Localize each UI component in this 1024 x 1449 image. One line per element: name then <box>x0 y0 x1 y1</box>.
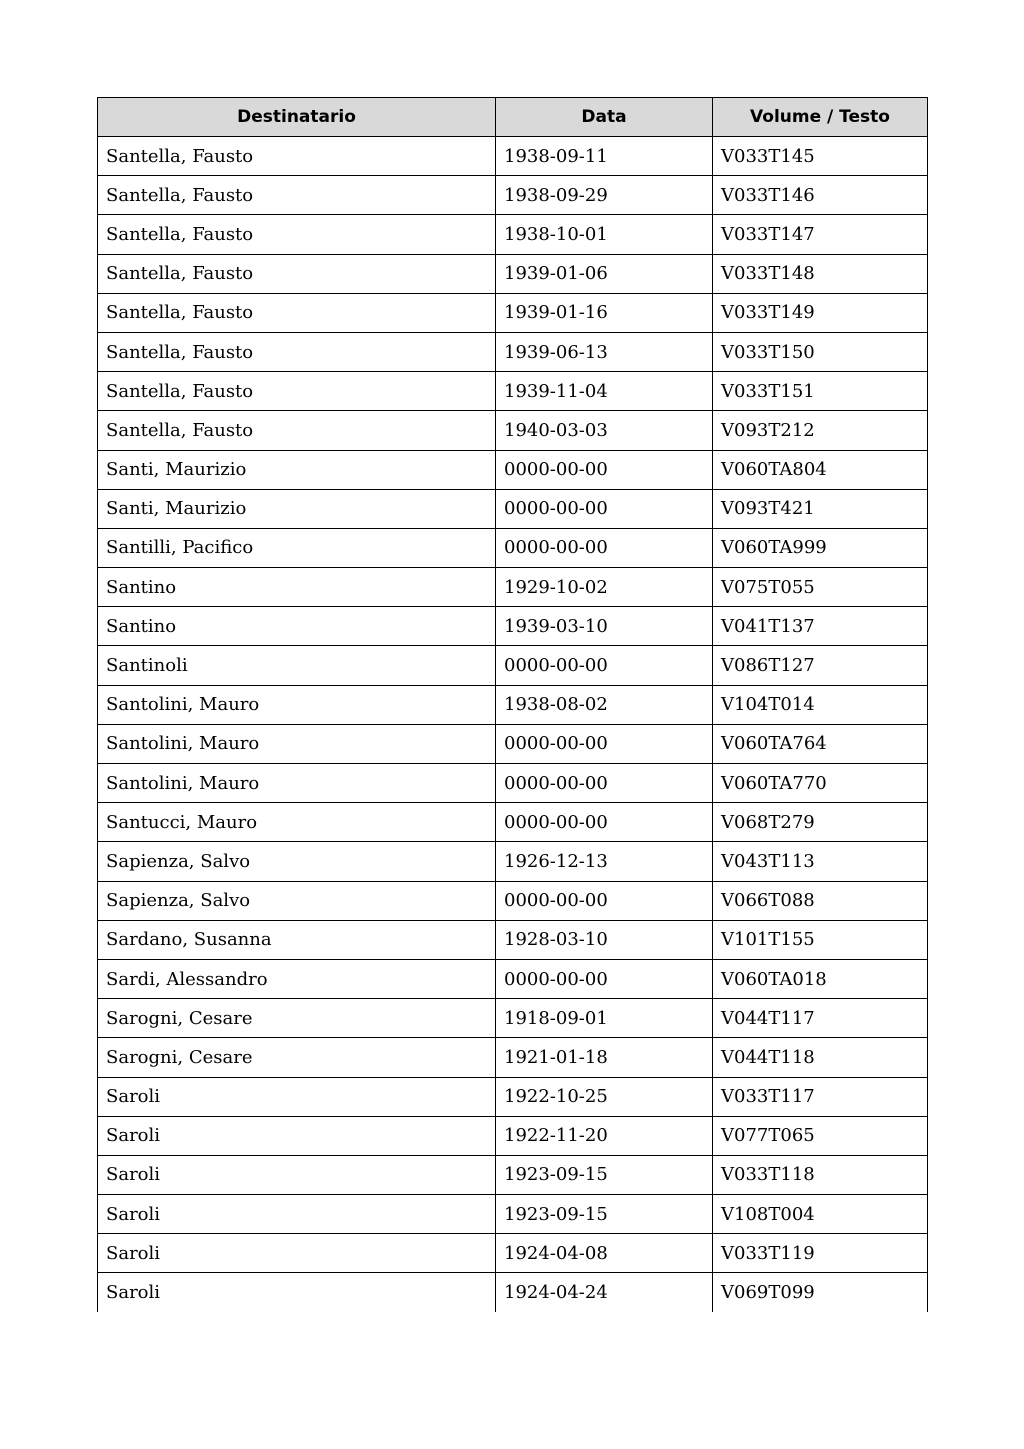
table-row <box>98 764 928 803</box>
volume-testo-cell: V033T117 <box>713 1077 928 1116</box>
data-cell: 1928-03-10 <box>496 920 713 959</box>
destinatario-cell: Santella, Fausto <box>98 215 496 254</box>
table-row <box>98 215 928 254</box>
table-row <box>98 724 928 763</box>
data-cell: 0000-00-00 <box>496 646 713 685</box>
table-row <box>98 332 928 371</box>
volume-testo-cell: V075T055 <box>713 568 928 607</box>
destinatario-cell: Saroli <box>98 1273 496 1312</box>
volume-testo-cell: V060TA770 <box>713 764 928 803</box>
destinatario-cell: Santolini, Mauro <box>98 764 496 803</box>
table-row <box>98 254 928 293</box>
destinatario-cell: Santucci, Mauro <box>98 803 496 842</box>
destinatario-cell: Santella, Fausto <box>98 411 496 450</box>
header-data: Data <box>496 98 713 137</box>
destinatario-cell: Santinoli <box>98 646 496 685</box>
table-header-row <box>98 98 928 137</box>
destinatario-cell: Sapienza, Salvo <box>98 881 496 920</box>
volume-testo-cell: V041T137 <box>713 607 928 646</box>
volume-testo-cell: V033T148 <box>713 254 928 293</box>
destinatario-cell: Santi, Maurizio <box>98 489 496 528</box>
table-row <box>98 1234 928 1273</box>
volume-testo-cell: V044T118 <box>713 1038 928 1077</box>
table-row <box>98 293 928 332</box>
table-row <box>98 881 928 920</box>
volume-testo-cell: V093T421 <box>713 489 928 528</box>
destinatario-cell: Santi, Maurizio <box>98 450 496 489</box>
destinatario-cell: Saroli <box>98 1077 496 1116</box>
volume-testo-cell: V068T279 <box>713 803 928 842</box>
destinatario-cell: Santella, Fausto <box>98 293 496 332</box>
destinatario-cell: Santolini, Mauro <box>98 685 496 724</box>
volume-testo-cell: V060TA018 <box>713 959 928 998</box>
data-cell: 1921-01-18 <box>496 1038 713 1077</box>
data-cell: 1938-10-01 <box>496 215 713 254</box>
data-cell: 1929-10-02 <box>496 568 713 607</box>
table-row <box>98 803 928 842</box>
table-row <box>98 176 928 215</box>
data-cell: 1918-09-01 <box>496 999 713 1038</box>
table-row <box>98 920 928 959</box>
destinatario-cell: Santella, Fausto <box>98 254 496 293</box>
volume-testo-cell: V044T117 <box>713 999 928 1038</box>
volume-testo-cell: V033T119 <box>713 1234 928 1273</box>
destinatario-cell: Sapienza, Salvo <box>98 842 496 881</box>
table-row <box>98 959 928 998</box>
data-cell: 0000-00-00 <box>496 528 713 567</box>
volume-testo-cell: V043T113 <box>713 842 928 881</box>
table-row <box>98 489 928 528</box>
data-cell: 0000-00-00 <box>496 803 713 842</box>
volume-testo-cell: V033T147 <box>713 215 928 254</box>
data-cell: 0000-00-00 <box>496 881 713 920</box>
data-cell: 0000-00-00 <box>496 764 713 803</box>
volume-testo-cell: V069T099 <box>713 1273 928 1312</box>
data-cell: 1939-03-10 <box>496 607 713 646</box>
destinatario-cell: Santella, Fausto <box>98 137 496 176</box>
table-row <box>98 568 928 607</box>
data-cell: 0000-00-00 <box>496 724 713 763</box>
letters-index-table <box>97 97 928 1312</box>
data-cell: 0000-00-00 <box>496 450 713 489</box>
data-cell: 1940-03-03 <box>496 411 713 450</box>
volume-testo-cell: V033T149 <box>713 293 928 332</box>
table-row <box>98 1077 928 1116</box>
data-cell: 1923-09-15 <box>496 1195 713 1234</box>
table-row <box>98 137 928 176</box>
volume-testo-cell: V101T155 <box>713 920 928 959</box>
data-cell: 1923-09-15 <box>496 1155 713 1194</box>
table-row <box>98 450 928 489</box>
destinatario-cell: Santilli, Pacifico <box>98 528 496 567</box>
destinatario-cell: Sarogni, Cesare <box>98 1038 496 1077</box>
volume-testo-cell: V060TA764 <box>713 724 928 763</box>
table-row <box>98 842 928 881</box>
table-row <box>98 646 928 685</box>
data-cell: 1938-09-11 <box>496 137 713 176</box>
data-cell: 1926-12-13 <box>496 842 713 881</box>
header-destinatario: Destinatario <box>98 98 496 137</box>
data-cell: 0000-00-00 <box>496 489 713 528</box>
table-row <box>98 1195 928 1234</box>
destinatario-cell: Sardano, Susanna <box>98 920 496 959</box>
destinatario-cell: Santino <box>98 568 496 607</box>
table-row <box>98 372 928 411</box>
volume-testo-cell: V033T151 <box>713 372 928 411</box>
destinatario-cell: Saroli <box>98 1155 496 1194</box>
table-row <box>98 999 928 1038</box>
table-row <box>98 607 928 646</box>
data-cell: 1939-01-06 <box>496 254 713 293</box>
destinatario-cell: Santella, Fausto <box>98 332 496 371</box>
data-cell: 1939-01-16 <box>496 293 713 332</box>
destinatario-cell: Santino <box>98 607 496 646</box>
table-row <box>98 1155 928 1194</box>
destinatario-cell: Saroli <box>98 1234 496 1273</box>
volume-testo-cell: V033T146 <box>713 176 928 215</box>
table-row <box>98 411 928 450</box>
data-cell: 1924-04-08 <box>496 1234 713 1273</box>
volume-testo-cell: V077T065 <box>713 1116 928 1155</box>
volume-testo-cell: V033T150 <box>713 332 928 371</box>
table-body <box>98 137 928 1313</box>
volume-testo-cell: V033T145 <box>713 137 928 176</box>
volume-testo-cell: V066T088 <box>713 881 928 920</box>
table-row <box>98 528 928 567</box>
data-cell: 1939-11-04 <box>496 372 713 411</box>
destinatario-cell: Santolini, Mauro <box>98 724 496 763</box>
data-cell: 1939-06-13 <box>496 332 713 371</box>
destinatario-cell: Sardi, Alessandro <box>98 959 496 998</box>
destinatario-cell: Saroli <box>98 1195 496 1234</box>
table-row <box>98 685 928 724</box>
destinatario-cell: Saroli <box>98 1116 496 1155</box>
volume-testo-cell: V060TA999 <box>713 528 928 567</box>
table-row <box>98 1038 928 1077</box>
destinatario-cell: Sarogni, Cesare <box>98 999 496 1038</box>
volume-testo-cell: V033T118 <box>713 1155 928 1194</box>
table-row <box>98 1116 928 1155</box>
volume-testo-cell: V093T212 <box>713 411 928 450</box>
data-cell: 0000-00-00 <box>496 959 713 998</box>
volume-testo-cell: V104T014 <box>713 685 928 724</box>
destinatario-cell: Santella, Fausto <box>98 372 496 411</box>
data-cell: 1938-08-02 <box>496 685 713 724</box>
volume-testo-cell: V108T004 <box>713 1195 928 1234</box>
data-cell: 1924-04-24 <box>496 1273 713 1312</box>
header-volume-testo: Volume / Testo <box>713 98 928 137</box>
volume-testo-cell: V086T127 <box>713 646 928 685</box>
destinatario-cell: Santella, Fausto <box>98 176 496 215</box>
volume-testo-cell: V060TA804 <box>713 450 928 489</box>
table-row <box>98 1273 928 1312</box>
data-cell: 1938-09-29 <box>496 176 713 215</box>
data-cell: 1922-10-25 <box>496 1077 713 1116</box>
data-cell: 1922-11-20 <box>496 1116 713 1155</box>
